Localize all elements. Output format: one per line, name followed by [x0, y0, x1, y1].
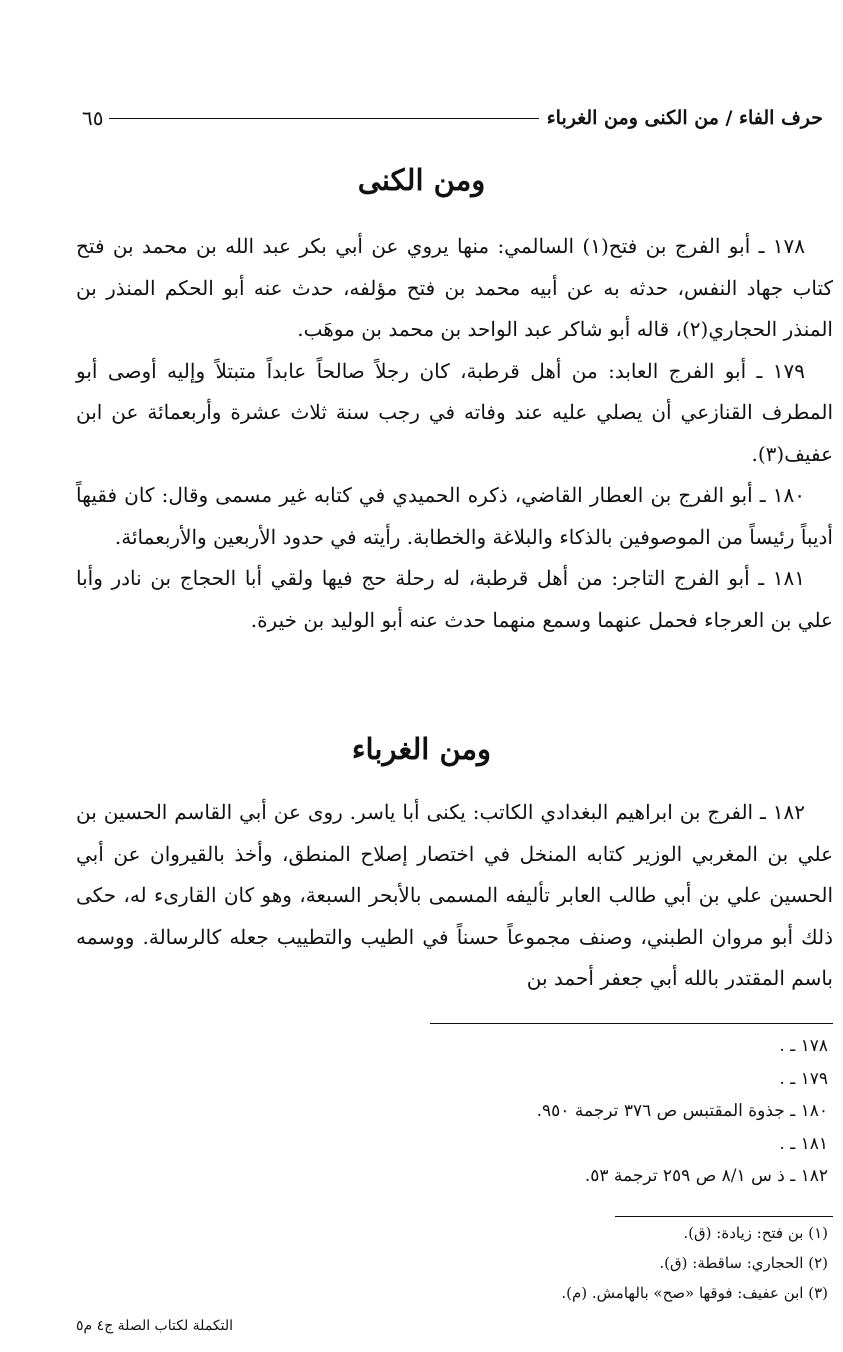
- source-182: ١٨٢ ـ ذ س ٨/١ ص ٢٥٩ ترجمة ٥٣.: [584, 1166, 828, 1186]
- entry-180: ١٨٠ ـ أبو الفرج بن العطار القاضي، ذكره الحميدي في كتابه غير مسمى وقال: كان فقيهاً أديباً رئيساً من الموصوفين بالذكاء والبلاغة والخطابة. رأيته في حدود الأربعين والأربعمائة.: [76, 483, 833, 549]
- header-rule: [109, 118, 538, 119]
- page-number: ٦٥: [82, 106, 104, 130]
- source-178: ١٧٨ ـ .: [779, 1036, 828, 1056]
- source-180: ١٨٠ ـ جذوة المقتبس ص ٣٧٦ ترجمة ٩٥٠.: [536, 1101, 828, 1121]
- kuna-entries: [76, 226, 833, 641]
- footnote-2: (٢) الحجاري: ساقطة: (ق).: [659, 1254, 828, 1272]
- running-title: حرف الفاء / من الكنى ومن الغرباء: [546, 107, 823, 129]
- entry-182: ١٨٢ ـ الفرج بن ابراهيم البغدادي الكاتب: يكنى أبا ياسر. روى عن أبي القاسم الحسين بن علي بن المغربي الوزير كتابه المنخل في اختصار إصلاح المنطق، وأخذ بالقيروان عن أبي الحسين علي بن أبي طالب العابر تأليفه المسمى بالأبحر السبعة، وهو كان القارىء له، حكى ذلك أبو مروان الطبني، وصنف مجموعاً حسناً في الطيب والتطييب جعله كالرسالة. ووسمه باسم المقتدر بالله أبي جعفر أحمد بن: [76, 800, 834, 990]
- footnotes: [76, 1218, 828, 1308]
- source-181: ١٨١ ـ .: [779, 1133, 828, 1154]
- footnote-1: (١) بن فتح: زيادة: (ق).: [683, 1224, 828, 1242]
- notes-divider: [615, 1216, 833, 1217]
- footnote-divider: [430, 1023, 833, 1024]
- source-179: ١٧٩ ـ .: [779, 1068, 828, 1089]
- entry-178: ١٧٨ ـ أبو الفرج بن فتح(١) السالمي: منها يروي عن أبي بكر عبد الله بن محمد بن فتح كتاب جهاد النفس، حدثه به عن أبيه محمد بن فتح مؤلفه، حدث عنه أبو الحكم المنذر بن المنذر الحجاري(٢)، قاله أبو شاكر عبد الواحد بن محمد بن موهَب.: [76, 234, 833, 341]
- running-header: [82, 100, 823, 136]
- section-heading-ghuraba: ومن الغرباء: [351, 732, 492, 766]
- entry-179: ١٧٩ ـ أبو الفرج العابد: من أهل قرطبة، كان رجلاً صالحاً عابداً متبتلاً وإليه أوصى أبو المطرف القنازعي أن يصلي عليه عند وفاته في رجب سنة ثلاث عشرة وأربعمائة عن ابن عفيف(٣).: [76, 358, 833, 466]
- section-heading-kuna: ومن الكنى: [357, 163, 486, 197]
- ghuraba-entries: [76, 792, 833, 1000]
- footnote-3: (٣) ابن عفيف: فوقها «صح» بالهامش. (م).: [561, 1284, 828, 1302]
- signature-mark: التكملة لكتاب الصلة ج٤ م٥: [76, 1318, 234, 1334]
- source-references: [76, 1030, 828, 1193]
- entry-181: ١٨١ ـ أبو الفرج التاجر: من أهل قرطبة، له رحلة حج فيها ولقي أبا الحجاج بن نادر وأبا علي بن العرجاء فحمل عنهما وسمع منهما حدث عنه أبو الوليد بن خيرة.: [76, 566, 833, 632]
